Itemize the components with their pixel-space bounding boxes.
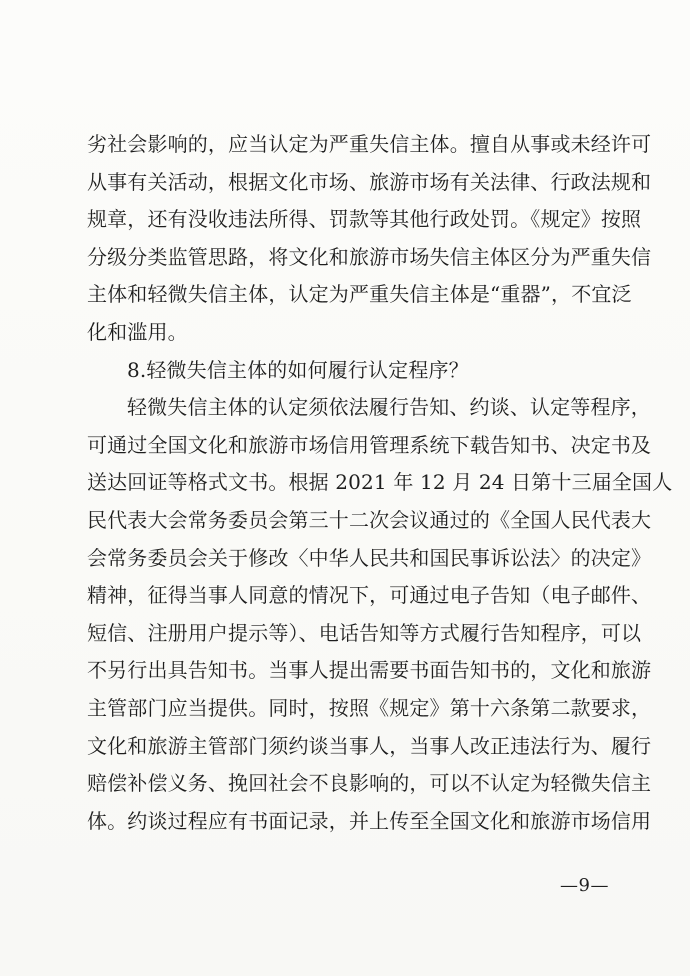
section-heading bbox=[87, 352, 609, 390]
text-line: 精神，征得当事人同意的情况下，可通过电子告知（电子邮件、 bbox=[87, 583, 652, 608]
text-line: 体。约谈过程应有书面记录，并上传至全国文化和旅游市场信用 bbox=[87, 808, 652, 833]
text-line: 劣社会影响的，应当认定为严重失信主体。擅自从事或未经许可 bbox=[87, 132, 652, 156]
text-line: 赔偿补偿义务、挽回社会不良影响的，可以不认定为轻微失信主 bbox=[87, 771, 652, 796]
text-line: 会常务委员会关于修改〈中华人民共和国民事诉讼法〉的决定》 bbox=[87, 545, 652, 570]
heading-line: 8.轻微失信主体的如何履行认定程序？ bbox=[127, 357, 469, 382]
text-line: 主体和轻微失信主体，认定为严重失信主体是“重器”，不宜泛 bbox=[87, 282, 632, 307]
text-line: 分级分类监管思路，将文化和旅游市场失信主体区分为严重失信 bbox=[87, 244, 652, 269]
text-line: 不另行出具告知书。当事人提出需要书面告知书的，文化和旅游 bbox=[87, 658, 652, 683]
text-line: 可通过全国文化和旅游市场信用管理系统下载告知书、决定书及 bbox=[87, 432, 652, 457]
text-line: 主管部门应当提供。同时，按照《规定》第十六条第二款要求， bbox=[87, 695, 652, 720]
text-line: 规章，还有没收违法所得、罚款等其他行政处罚。《规定》按照 bbox=[87, 207, 642, 232]
page-number: —9— bbox=[560, 875, 609, 896]
text-line: 送达回证等格式文书。根据 2021 年 12 月 24 日第十三届全国人 bbox=[87, 470, 673, 495]
text-line: 民代表大会常务委员会第三十二次会议通过的《全国人民代表大 bbox=[87, 507, 652, 532]
text-line: 从事有关活动，根据文化市场、旅游市场有关法律、行政法规和 bbox=[87, 169, 652, 194]
text-line: 短信、注册用户提示等）、电话告知等方式履行告知程序，可以 bbox=[87, 620, 642, 645]
text-line: 轻微失信主体的认定须依法履行告知、约谈、认定等程序， bbox=[127, 395, 651, 420]
text-line: 化和滥用。 bbox=[87, 319, 188, 344]
document-body bbox=[87, 126, 673, 840]
paragraph-1 bbox=[87, 126, 652, 352]
text-line: 文化和旅游主管部门须约谈当事人，当事人改正违法行为、履行 bbox=[87, 733, 652, 758]
paragraph-2 bbox=[87, 389, 673, 840]
